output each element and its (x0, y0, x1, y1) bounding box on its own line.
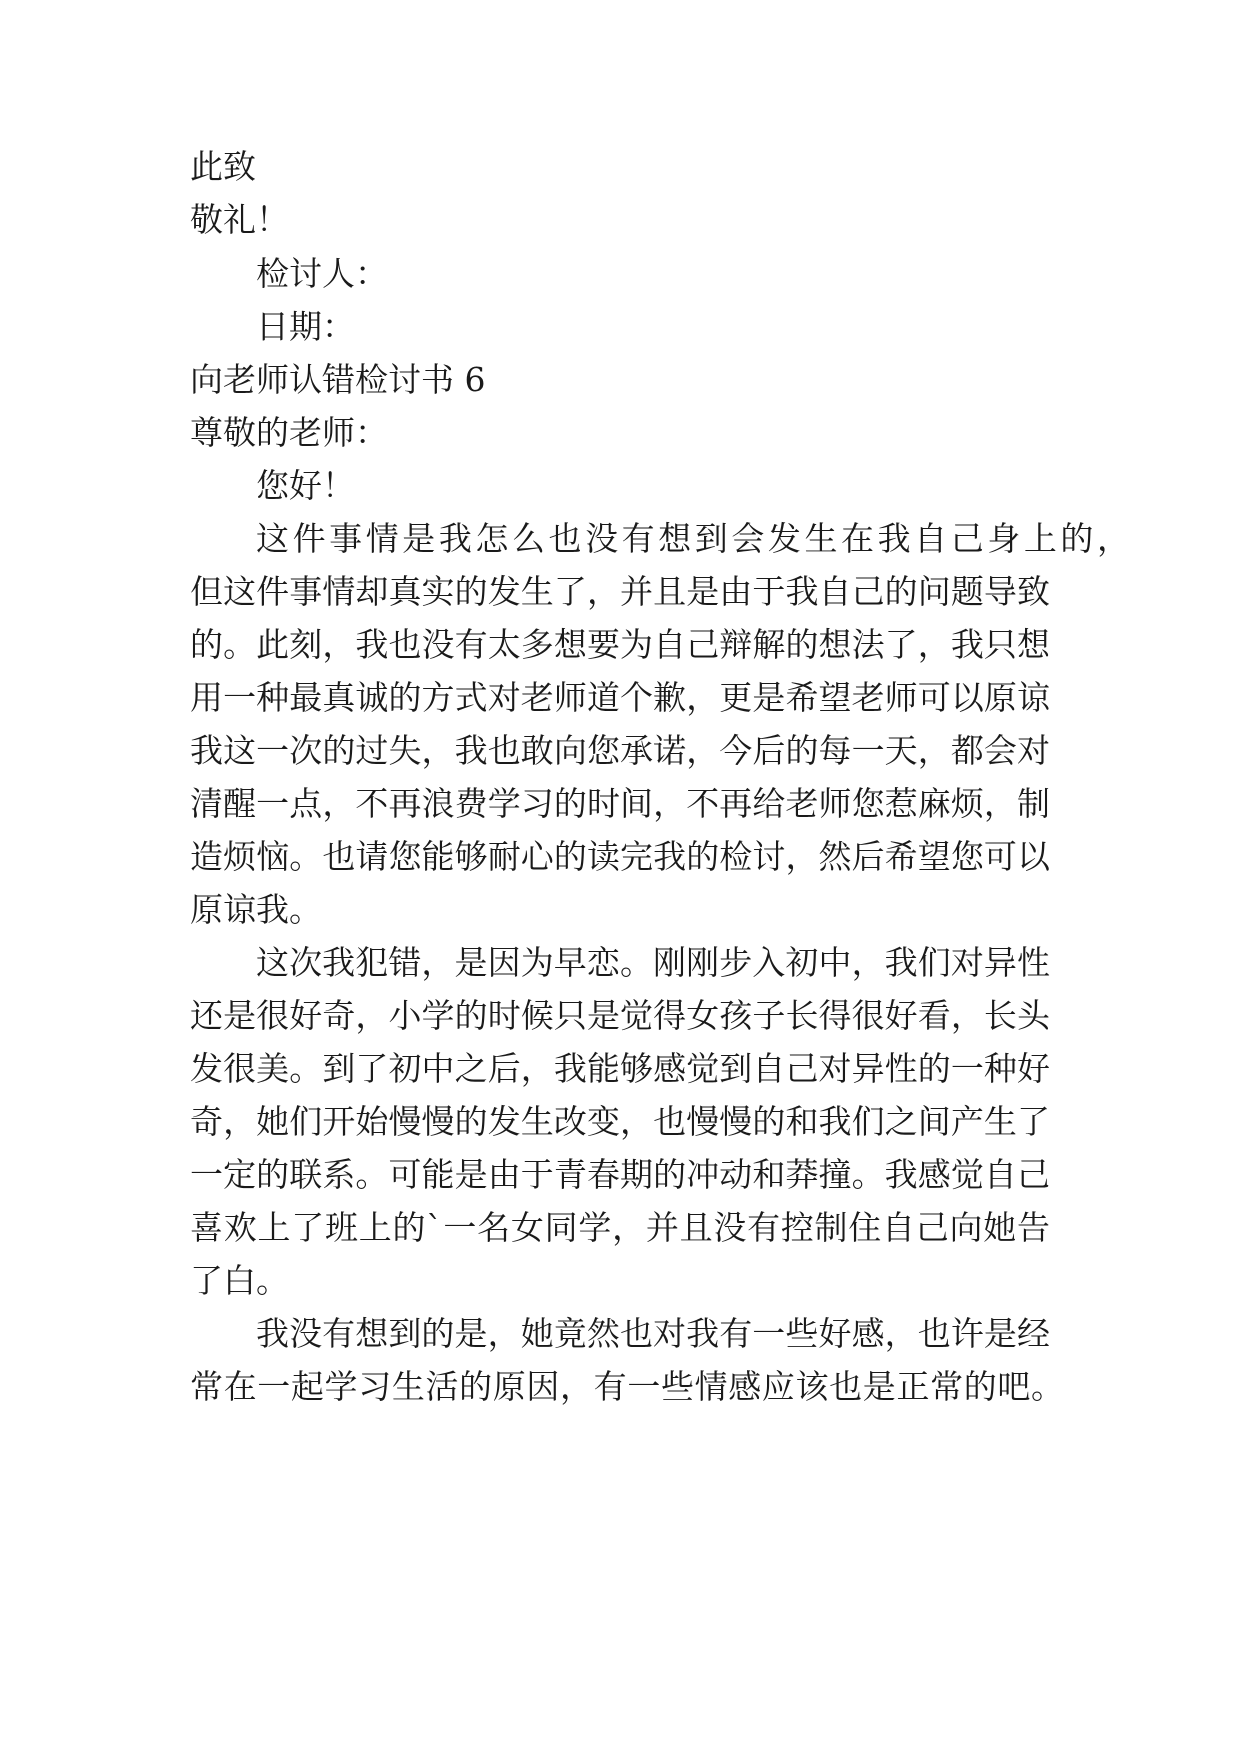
paragraph-line: 一定的联系。可能是由于青春期的冲动和莽撞。我感觉自己 (190, 1155, 1050, 1194)
paragraph-line: 还是很好奇，小学的时候只是觉得女孩子长得很好看，长头 (190, 996, 1050, 1035)
paragraph-line: 这次我犯错，是因为早恋。刚刚步入初中，我们对异性 (256, 943, 1050, 982)
date-label: 日期： (256, 307, 355, 346)
paragraph-line: 原谅我。 (190, 890, 322, 929)
paragraph-line: 常在一起学习生活的原因，有一些情感应该也是正常的吧。 (190, 1367, 1064, 1406)
paragraph-line: 我这一次的过失，我也敢向您承诺，今后的每一天，都会对 (190, 731, 1050, 770)
closing-line: 此致 (190, 147, 256, 186)
greeting: 您好！ (256, 466, 355, 505)
paragraph-line: 了白。 (190, 1261, 289, 1300)
salutation: 尊敬的老师： (190, 413, 388, 452)
paragraph-line: 造烦恼。也请您能够耐心的读完我的检讨，然后希望您可以 (190, 837, 1050, 876)
paragraph-line: 用一种最真诚的方式对老师道个歉，更是希望老师可以原谅 (190, 678, 1050, 717)
signer-label: 检讨人： (256, 254, 388, 293)
paragraph-line: 奇，她们开始慢慢的发生改变，也慢慢的和我们之间产生了 (190, 1102, 1050, 1141)
paragraph-line: 喜欢上了班上的`一名女同学，并且没有控制住自己向她告 (190, 1208, 1050, 1247)
paragraph-line: 清醒一点，不再浪费学习的时间，不再给老师您惹麻烦，制 (190, 784, 1050, 823)
closing-salute: 敬礼！ (190, 200, 289, 239)
paragraph-line: 的。此刻，我也没有太多想要为自己辩解的想法了，我只想 (190, 625, 1050, 664)
letter-heading: 向老师认错检讨书 6 (190, 360, 486, 399)
paragraph-line: 这件事情是我怎么也没有想到会发生在我自己身上的， (256, 519, 1130, 558)
paragraph-line: 发很美。到了初中之后，我能够感觉到自己对异性的一种好 (190, 1049, 1050, 1088)
paragraph-line: 我没有想到的是，她竟然也对我有一些好感，也许是经 (256, 1314, 1050, 1353)
paragraph-line: 但这件事情却真实的发生了，并且是由于我自己的问题导致 (190, 572, 1050, 611)
